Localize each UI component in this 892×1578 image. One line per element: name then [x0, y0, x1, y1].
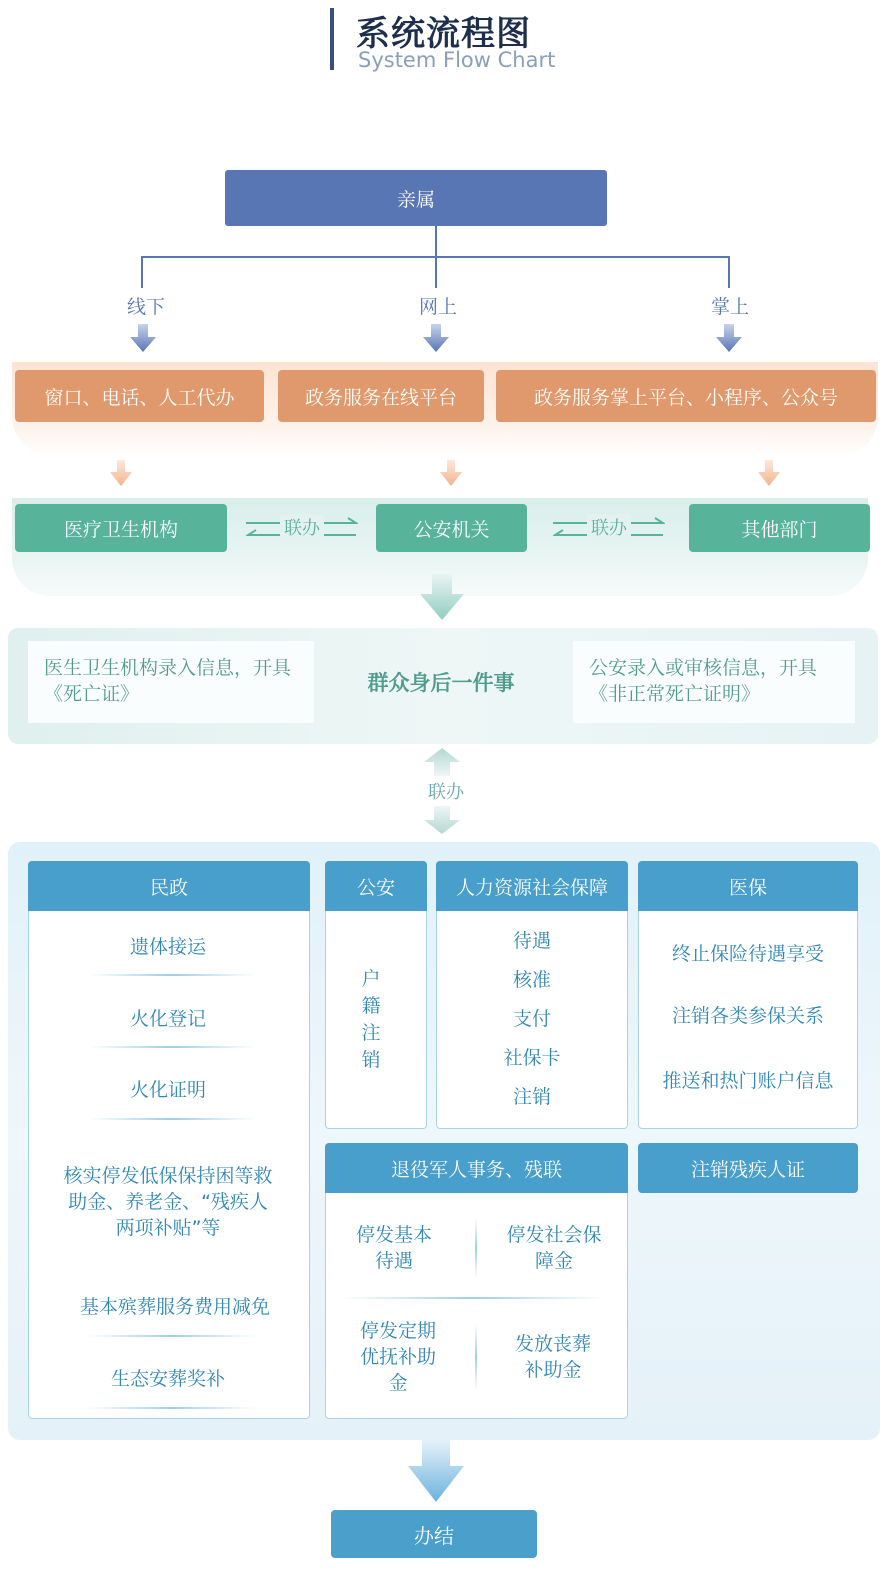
agency-box-medical: 医疗卫生机构	[15, 504, 227, 552]
medical-insurance-item: 终止保险待遇享受	[671, 943, 824, 965]
divider	[475, 1218, 477, 1278]
channel-label-offline: 线下	[126, 295, 165, 318]
civil-item: 基本殡葬服务费用减免	[79, 1296, 270, 1318]
chevron-down-icon	[110, 460, 132, 486]
divider	[88, 1335, 256, 1337]
divider	[88, 1046, 256, 1048]
civil-item: 火化证明	[129, 1079, 206, 1101]
divider	[475, 1324, 477, 1390]
page-title: 系统流程图	[356, 14, 531, 54]
veterans-item: 停发基本待遇	[355, 1224, 432, 1272]
chevron-down-icon	[440, 460, 462, 486]
police-item: 销	[361, 1049, 381, 1071]
chevron-down-icon	[408, 1440, 464, 1502]
civil-item: 遗体接运	[129, 936, 206, 958]
chevron-up-icon	[424, 748, 460, 776]
divider	[88, 1118, 256, 1120]
connector-left	[141, 256, 143, 288]
hr-item: 社保卡	[503, 1047, 561, 1069]
page-subtitle: System Flow Chart	[358, 48, 556, 72]
chevron-down-icon	[716, 324, 742, 352]
civil-item: 核实停发低保保持困等救助金、养老金、“残疾人两项补贴”等	[63, 1165, 273, 1239]
police-item: 籍	[361, 995, 381, 1017]
connector-right	[728, 256, 730, 288]
channel-box-mobile: 政务服务掌上平台、小程序、公众号	[496, 370, 876, 422]
chevron-down-icon	[424, 806, 460, 834]
chevron-down-icon	[758, 460, 780, 486]
dept-medical-insurance-title: 医保	[638, 861, 858, 911]
medical-insurance-item: 注销各类参保关系	[671, 1005, 824, 1027]
police-item: 注	[361, 1022, 381, 1044]
veterans-item: 发放丧葬补助金	[514, 1333, 591, 1381]
agency-box-other: 其他部门	[689, 504, 870, 552]
dept-veterans-title: 退役军人事务、残联	[325, 1143, 628, 1193]
chevron-down-icon	[420, 574, 464, 620]
joint-label-right: 联办	[587, 514, 631, 540]
civil-item: 生态安葬奖补	[110, 1368, 225, 1390]
hr-item: 核准	[512, 969, 551, 991]
veterans-item: 停发定期优抚补助金	[359, 1320, 436, 1394]
hr-item: 注销	[512, 1086, 551, 1108]
divider	[340, 1297, 606, 1299]
channel-box-online: 政务服务在线平台	[278, 370, 484, 422]
police-item: 户	[361, 968, 381, 990]
police-info-card: 公安录入或审核信息，开具《非正常死亡证明》	[573, 641, 855, 723]
hr-item: 支付	[512, 1008, 551, 1030]
medical-insurance-item: 推送和热门账户信息	[662, 1070, 834, 1092]
center-title: 群众身后一件事	[367, 671, 515, 695]
veterans-item: 停发社会保障金	[506, 1224, 602, 1272]
chevron-down-icon	[130, 324, 156, 352]
channel-box-offline: 窗口、电话、人工代办	[15, 370, 264, 422]
channel-label-online: 网上	[418, 295, 457, 318]
chevron-down-icon	[423, 324, 449, 352]
divider	[88, 974, 256, 976]
agency-box-police: 公安机关	[376, 504, 527, 552]
divider	[88, 1407, 256, 1409]
medical-info-card: 医生卫生机构录入信息，开具《死亡证》	[28, 641, 314, 723]
final-box: 办结	[331, 1510, 537, 1558]
dept-police-title: 公安	[325, 861, 427, 911]
dept-hr-title: 人力资源社会保障	[436, 861, 628, 911]
title-accent-bar	[330, 8, 334, 70]
joint-label-middle: 联办	[428, 782, 464, 803]
connector-horizontal	[141, 256, 729, 258]
dept-civil-affairs-title: 民政	[28, 861, 310, 911]
joint-label-left: 联办	[280, 514, 324, 540]
hr-item: 待遇	[512, 930, 551, 952]
applicant-box: 亲属	[225, 170, 607, 226]
civil-item: 火化登记	[129, 1008, 206, 1030]
channel-label-mobile: 掌上	[710, 295, 749, 318]
disability-cert-cancel: 注销残疾人证	[638, 1143, 858, 1193]
